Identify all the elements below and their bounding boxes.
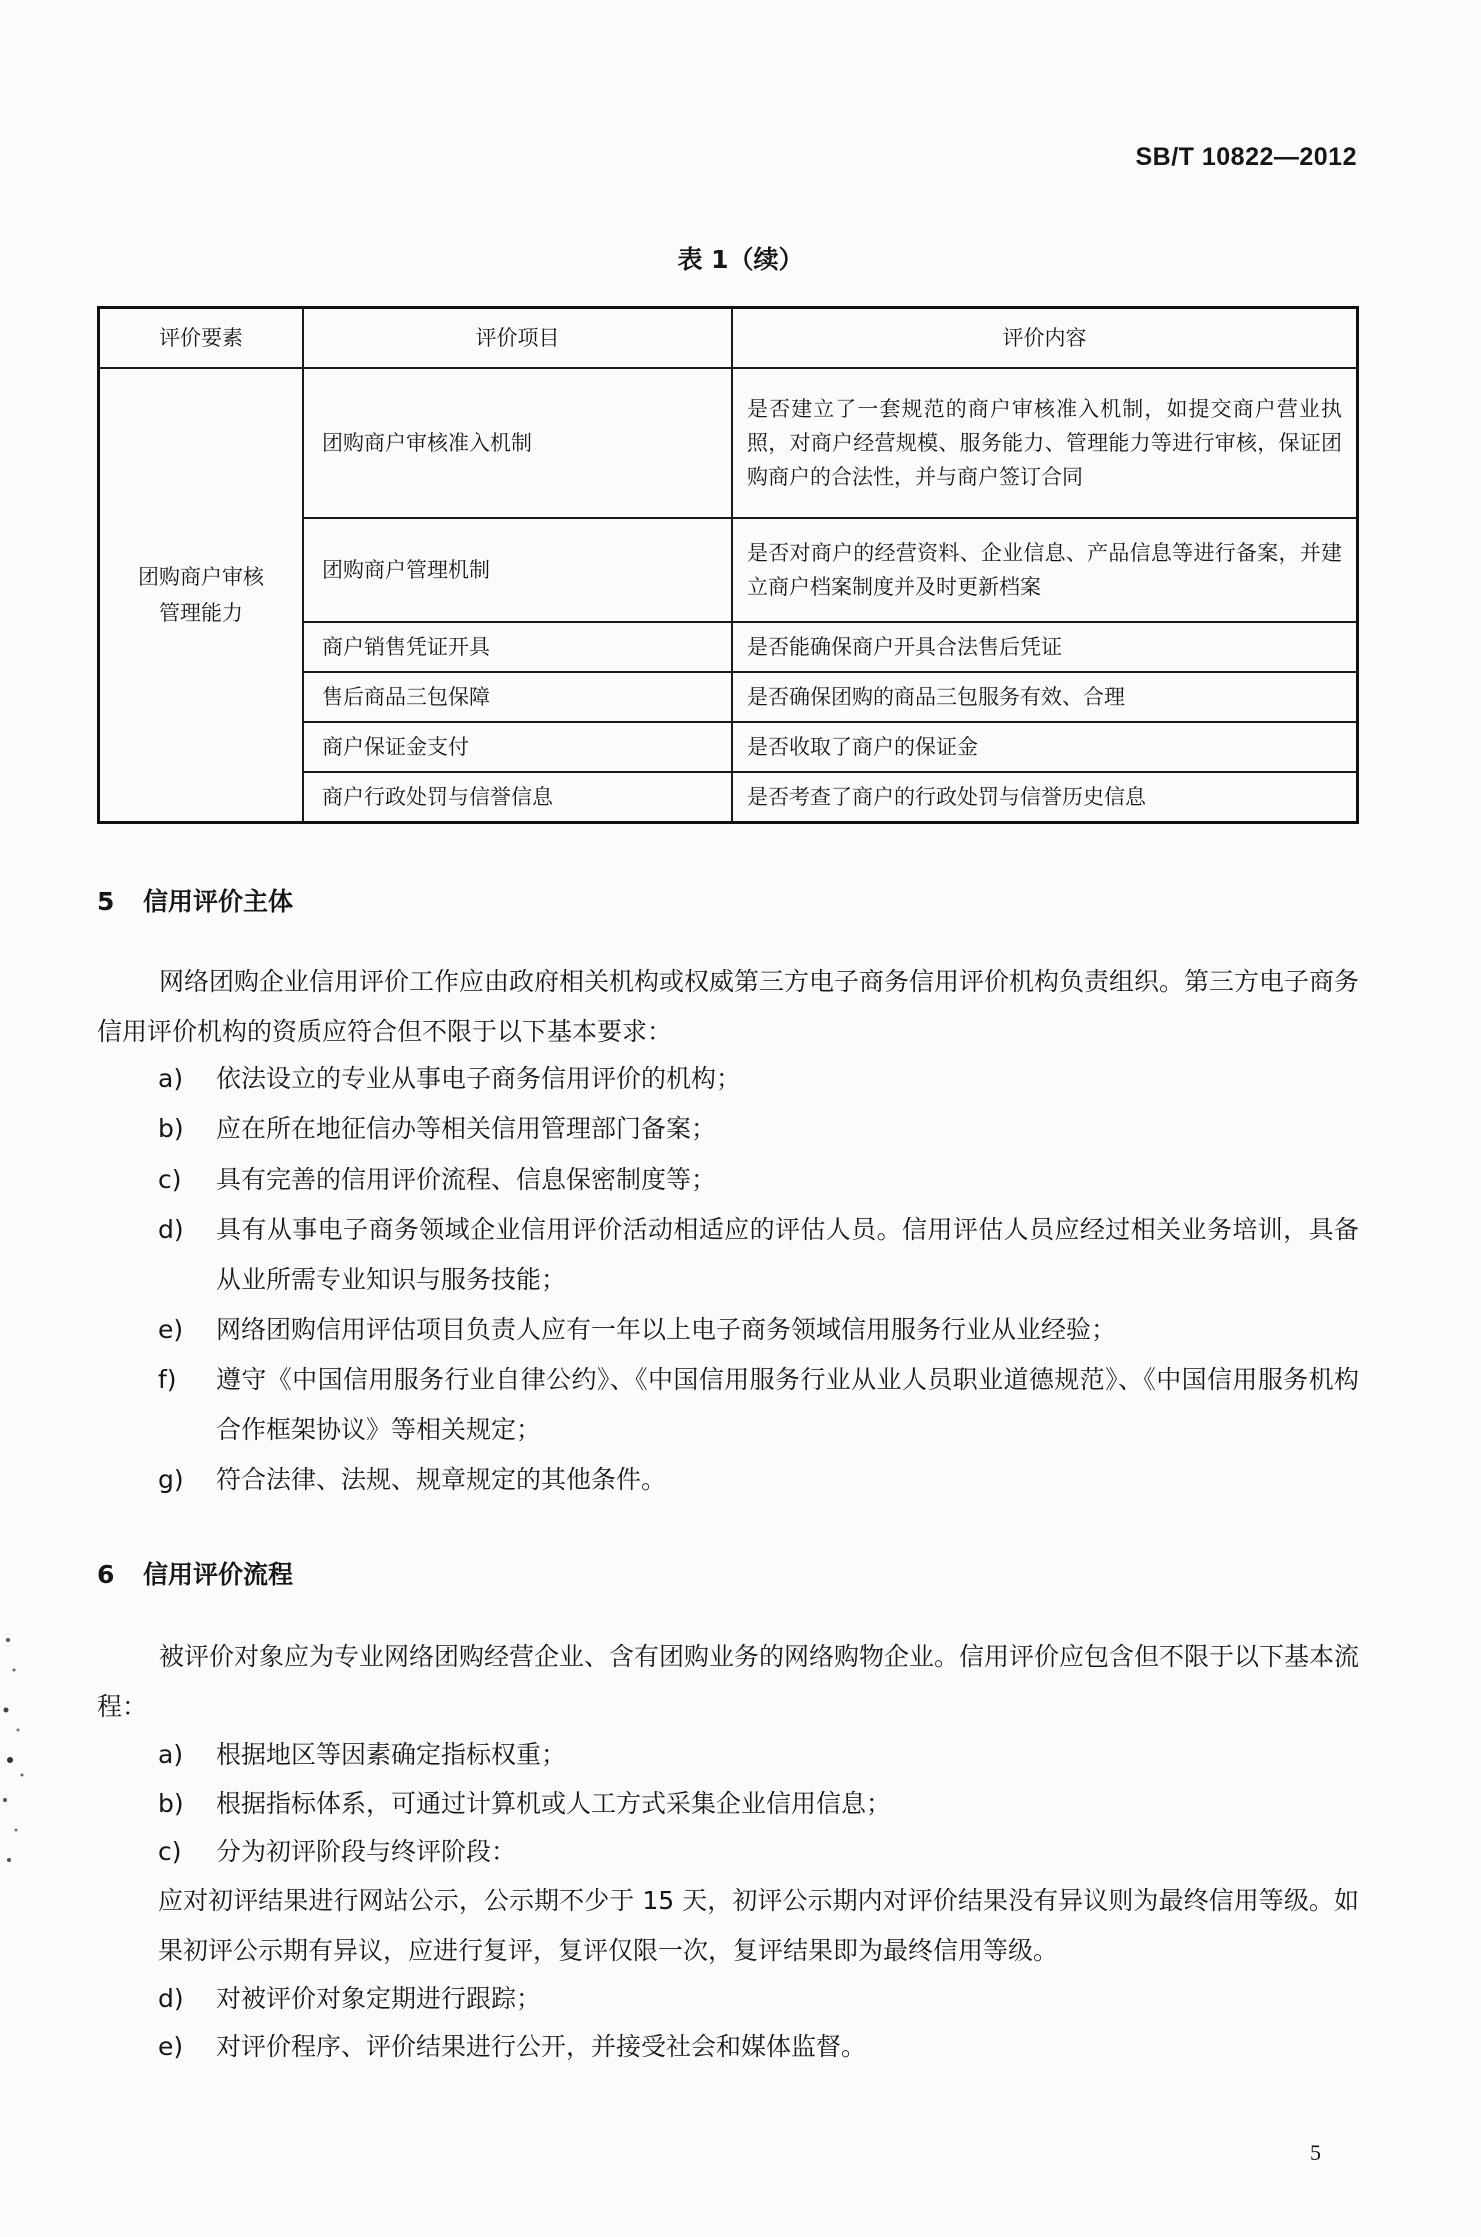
list-item bbox=[158, 1355, 1359, 1455]
list-marker: a) bbox=[158, 1740, 184, 1769]
section-number: 5 bbox=[97, 887, 115, 916]
list-item bbox=[158, 1455, 1359, 1505]
header-content: 评价内容 bbox=[732, 308, 1358, 369]
list-marker: b) bbox=[158, 1114, 184, 1143]
table-title: 表 1（续） bbox=[677, 245, 804, 274]
list-text: 符合法律、法规、规章规定的其他条件。 bbox=[216, 1465, 667, 1494]
list-item bbox=[158, 1305, 1359, 1355]
section-5-intro: 网络团购企业信用评价工作应由政府相关机构或权威第三方电子商务信用评价机构负责组织。第三方电子商务信用评价机构的资质应符合但不限于以下基本要求： bbox=[97, 967, 1360, 1046]
list-marker: d) bbox=[158, 1984, 184, 2013]
list-item bbox=[158, 1974, 1359, 2024]
section-6-heading bbox=[97, 1555, 293, 1591]
content-cell: 是否能确保商户开具合法售后凭证 bbox=[732, 622, 1358, 672]
content-cell: 是否考查了商户的行政处罚与信誉历史信息 bbox=[732, 772, 1358, 822]
list-text: 根据地区等因素确定指标权重； bbox=[216, 1740, 567, 1769]
list-marker: a) bbox=[158, 1064, 184, 1093]
evaluation-table bbox=[97, 306, 1359, 824]
list-marker: d) bbox=[158, 1215, 184, 1244]
item-cell: 商户行政处罚与信誉信息 bbox=[303, 772, 732, 822]
section-title: 信用评价流程 bbox=[143, 1560, 294, 1589]
table-header-row bbox=[99, 308, 1358, 369]
header-factor: 评价要素 bbox=[99, 308, 304, 369]
section-number: 6 bbox=[97, 1560, 115, 1589]
section-title: 信用评价主体 bbox=[143, 887, 294, 916]
section-6-intro: 被评价对象应为专业网络团购经营企业、含有团购业务的网络购物企业。信用评价应包含但不限于以下基本流程： bbox=[97, 1642, 1360, 1721]
list-text: 依法设立的专业从事电子商务信用评价的机构； bbox=[216, 1064, 742, 1093]
list-item bbox=[158, 1827, 1359, 1877]
list-text: 对评价程序、评价结果进行公开，并接受社会和媒体监督。 bbox=[216, 2032, 867, 2061]
item-cell: 商户销售凭证开具 bbox=[303, 622, 732, 672]
list-text: 应在所在地征信办等相关信用管理部门备案； bbox=[216, 1114, 717, 1143]
list-text: 遵守《中国信用服务行业自律公约》、《中国信用服务行业从业人员职业道德规范》、《中国信用服务机构合作框架协议》等相关规定； bbox=[216, 1365, 1359, 1444]
list-text: 对被评价对象定期进行跟踪； bbox=[216, 1984, 542, 2013]
list-text: 具有完善的信用评价流程、信息保密制度等； bbox=[216, 1165, 717, 1194]
factor-cell bbox=[99, 368, 304, 822]
list-text: 网络团购信用评估项目负责人应有一年以上电子商务领域信用服务行业从业经验； bbox=[216, 1315, 1117, 1344]
content-cell: 是否收取了商户的保证金 bbox=[732, 722, 1358, 772]
item-cell: 商户保证金支付 bbox=[303, 722, 732, 772]
list-marker: g) bbox=[158, 1465, 184, 1494]
list-item bbox=[158, 2022, 1359, 2072]
content-cell: 是否对商户的经营资料、企业信息、产品信息等进行备案，并建立商户档案制度并及时更新档案 bbox=[732, 518, 1358, 622]
content-cell: 是否确保团购的商品三包服务有效、合理 bbox=[732, 672, 1358, 722]
factor-text: 团购商户审核管理能力 bbox=[138, 564, 264, 625]
list-text: 根据指标体系，可通过计算机或人工方式采集企业信用信息； bbox=[216, 1789, 892, 1818]
table-row bbox=[99, 368, 1358, 518]
page-number: 5 bbox=[1310, 2140, 1321, 2165]
list-marker: e) bbox=[158, 2032, 184, 2061]
content-cell: 是否建立了一套规范的商户审核准入机制，如提交商户营业执照，对商户经营规模、服务能力、管理能力等进行审核，保证团购商户的合法性，并与商户签订合同 bbox=[732, 368, 1358, 518]
list-item bbox=[158, 1054, 1359, 1104]
list-item bbox=[158, 1155, 1359, 1205]
list-marker: e) bbox=[158, 1315, 184, 1344]
item-cell: 团购商户管理机制 bbox=[303, 518, 732, 622]
list-text: 具有从事电子商务领域企业信用评价活动相适应的评估人员。信用评估人员应经过相关业务培训，具备从业所需专业知识与服务技能； bbox=[216, 1215, 1359, 1294]
list-item bbox=[158, 1205, 1359, 1305]
list-item bbox=[158, 1779, 1359, 1829]
list-item bbox=[158, 1104, 1359, 1154]
list-marker: c) bbox=[158, 1837, 182, 1866]
standard-code: SB/T 10822—2012 bbox=[1135, 143, 1357, 171]
list-text: 分为初评阶段与终评阶段： bbox=[216, 1837, 517, 1866]
list-marker: c) bbox=[158, 1165, 182, 1194]
item-cell: 售后商品三包保障 bbox=[303, 672, 732, 722]
list-item bbox=[158, 1730, 1359, 1780]
header-item: 评价项目 bbox=[303, 308, 732, 369]
list-marker: b) bbox=[158, 1789, 184, 1818]
list-marker: f) bbox=[158, 1365, 177, 1394]
process-paragraph: 应对初评结果进行网站公示，公示期不少于 15 天，初评公示期内对评价结果没有异议则为最终信用等级。如果初评公示期有异议，应进行复评，复评仅限一次，复评结果即为最终信用等级。 bbox=[158, 1886, 1359, 1965]
section-5-heading bbox=[97, 882, 293, 918]
scan-noise bbox=[0, 1600, 60, 1920]
item-cell: 团购商户审核准入机制 bbox=[303, 368, 732, 518]
